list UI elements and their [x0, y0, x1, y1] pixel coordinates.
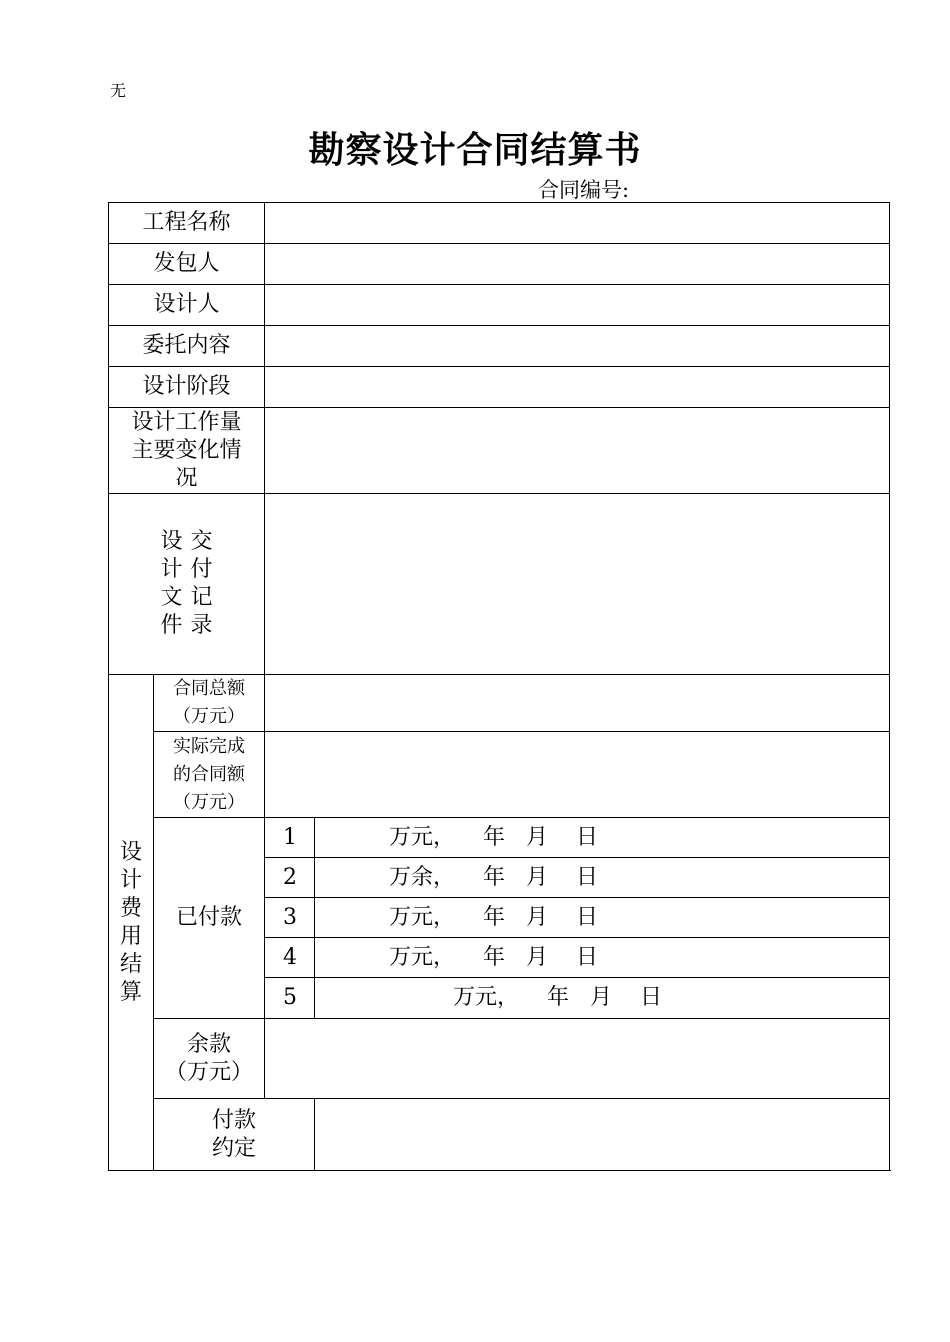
contract-number-label: 合同编号:	[538, 178, 630, 202]
row-actual-amount	[109, 732, 890, 818]
field-total-amount[interactable]	[265, 675, 890, 732]
row-payment-terms	[109, 1099, 890, 1171]
corner-text: 无	[110, 81, 127, 100]
field-payment-terms[interactable]	[315, 1099, 890, 1171]
field-balance[interactable]	[265, 1019, 890, 1099]
payment-field[interactable]: 万余， 年 月 日	[315, 858, 890, 898]
row-workload-change	[109, 408, 890, 494]
payment-number: 3	[265, 898, 315, 938]
payment-row	[109, 818, 890, 858]
field-project-name[interactable]	[265, 203, 890, 244]
label-actual-amount: 实际完成 的合同额 （万元）	[154, 732, 265, 818]
payment-number: 2	[265, 858, 315, 898]
label-fee-settlement: 设 计 费 用 结 算	[109, 675, 154, 1171]
row-entrusted-content	[109, 326, 890, 367]
payment-field[interactable]: 万元， 年 月 日	[315, 818, 890, 858]
label-delivery-record: 设 计 文 件 交 付 记 录	[109, 494, 265, 675]
field-workload-change[interactable]	[265, 408, 890, 494]
row-delivery-record	[109, 494, 890, 675]
payment-number: 5	[265, 978, 315, 1019]
payment-field[interactable]: 万元， 年 月 日	[315, 898, 890, 938]
row-total-amount	[109, 675, 890, 732]
row-design-stage	[109, 367, 890, 408]
label-balance: 余款 （万元）	[154, 1019, 265, 1099]
row-client	[109, 244, 890, 285]
field-actual-amount[interactable]	[265, 732, 890, 818]
label-total-amount: 合同总额 （万元）	[154, 675, 265, 732]
label-paid: 已付款	[154, 818, 265, 1019]
label-workload-change: 设计工作量 主要变化情 况	[109, 408, 265, 494]
page-title: 勘察设计合同结算书	[308, 130, 642, 171]
field-entrusted-content[interactable]	[265, 326, 890, 367]
label-client: 发包人	[109, 244, 265, 285]
row-balance	[109, 1019, 890, 1099]
field-client[interactable]	[265, 244, 890, 285]
field-designer[interactable]	[265, 285, 890, 326]
label-designer: 设计人	[109, 285, 265, 326]
payment-number: 1	[265, 818, 315, 858]
settlement-form	[108, 202, 890, 1171]
payment-number: 4	[265, 938, 315, 978]
field-delivery-record[interactable]	[265, 494, 890, 675]
row-project-name	[109, 203, 890, 244]
row-designer	[109, 285, 890, 326]
payment-field[interactable]: 万元， 年 月 日	[315, 978, 890, 1019]
payment-field[interactable]: 万元， 年 月 日	[315, 938, 890, 978]
field-design-stage[interactable]	[265, 367, 890, 408]
label-project-name: 工程名称	[109, 203, 265, 244]
label-entrusted-content: 委托内容	[109, 326, 265, 367]
label-design-stage: 设计阶段	[109, 367, 265, 408]
label-payment-terms: 付款 约定	[154, 1099, 315, 1171]
